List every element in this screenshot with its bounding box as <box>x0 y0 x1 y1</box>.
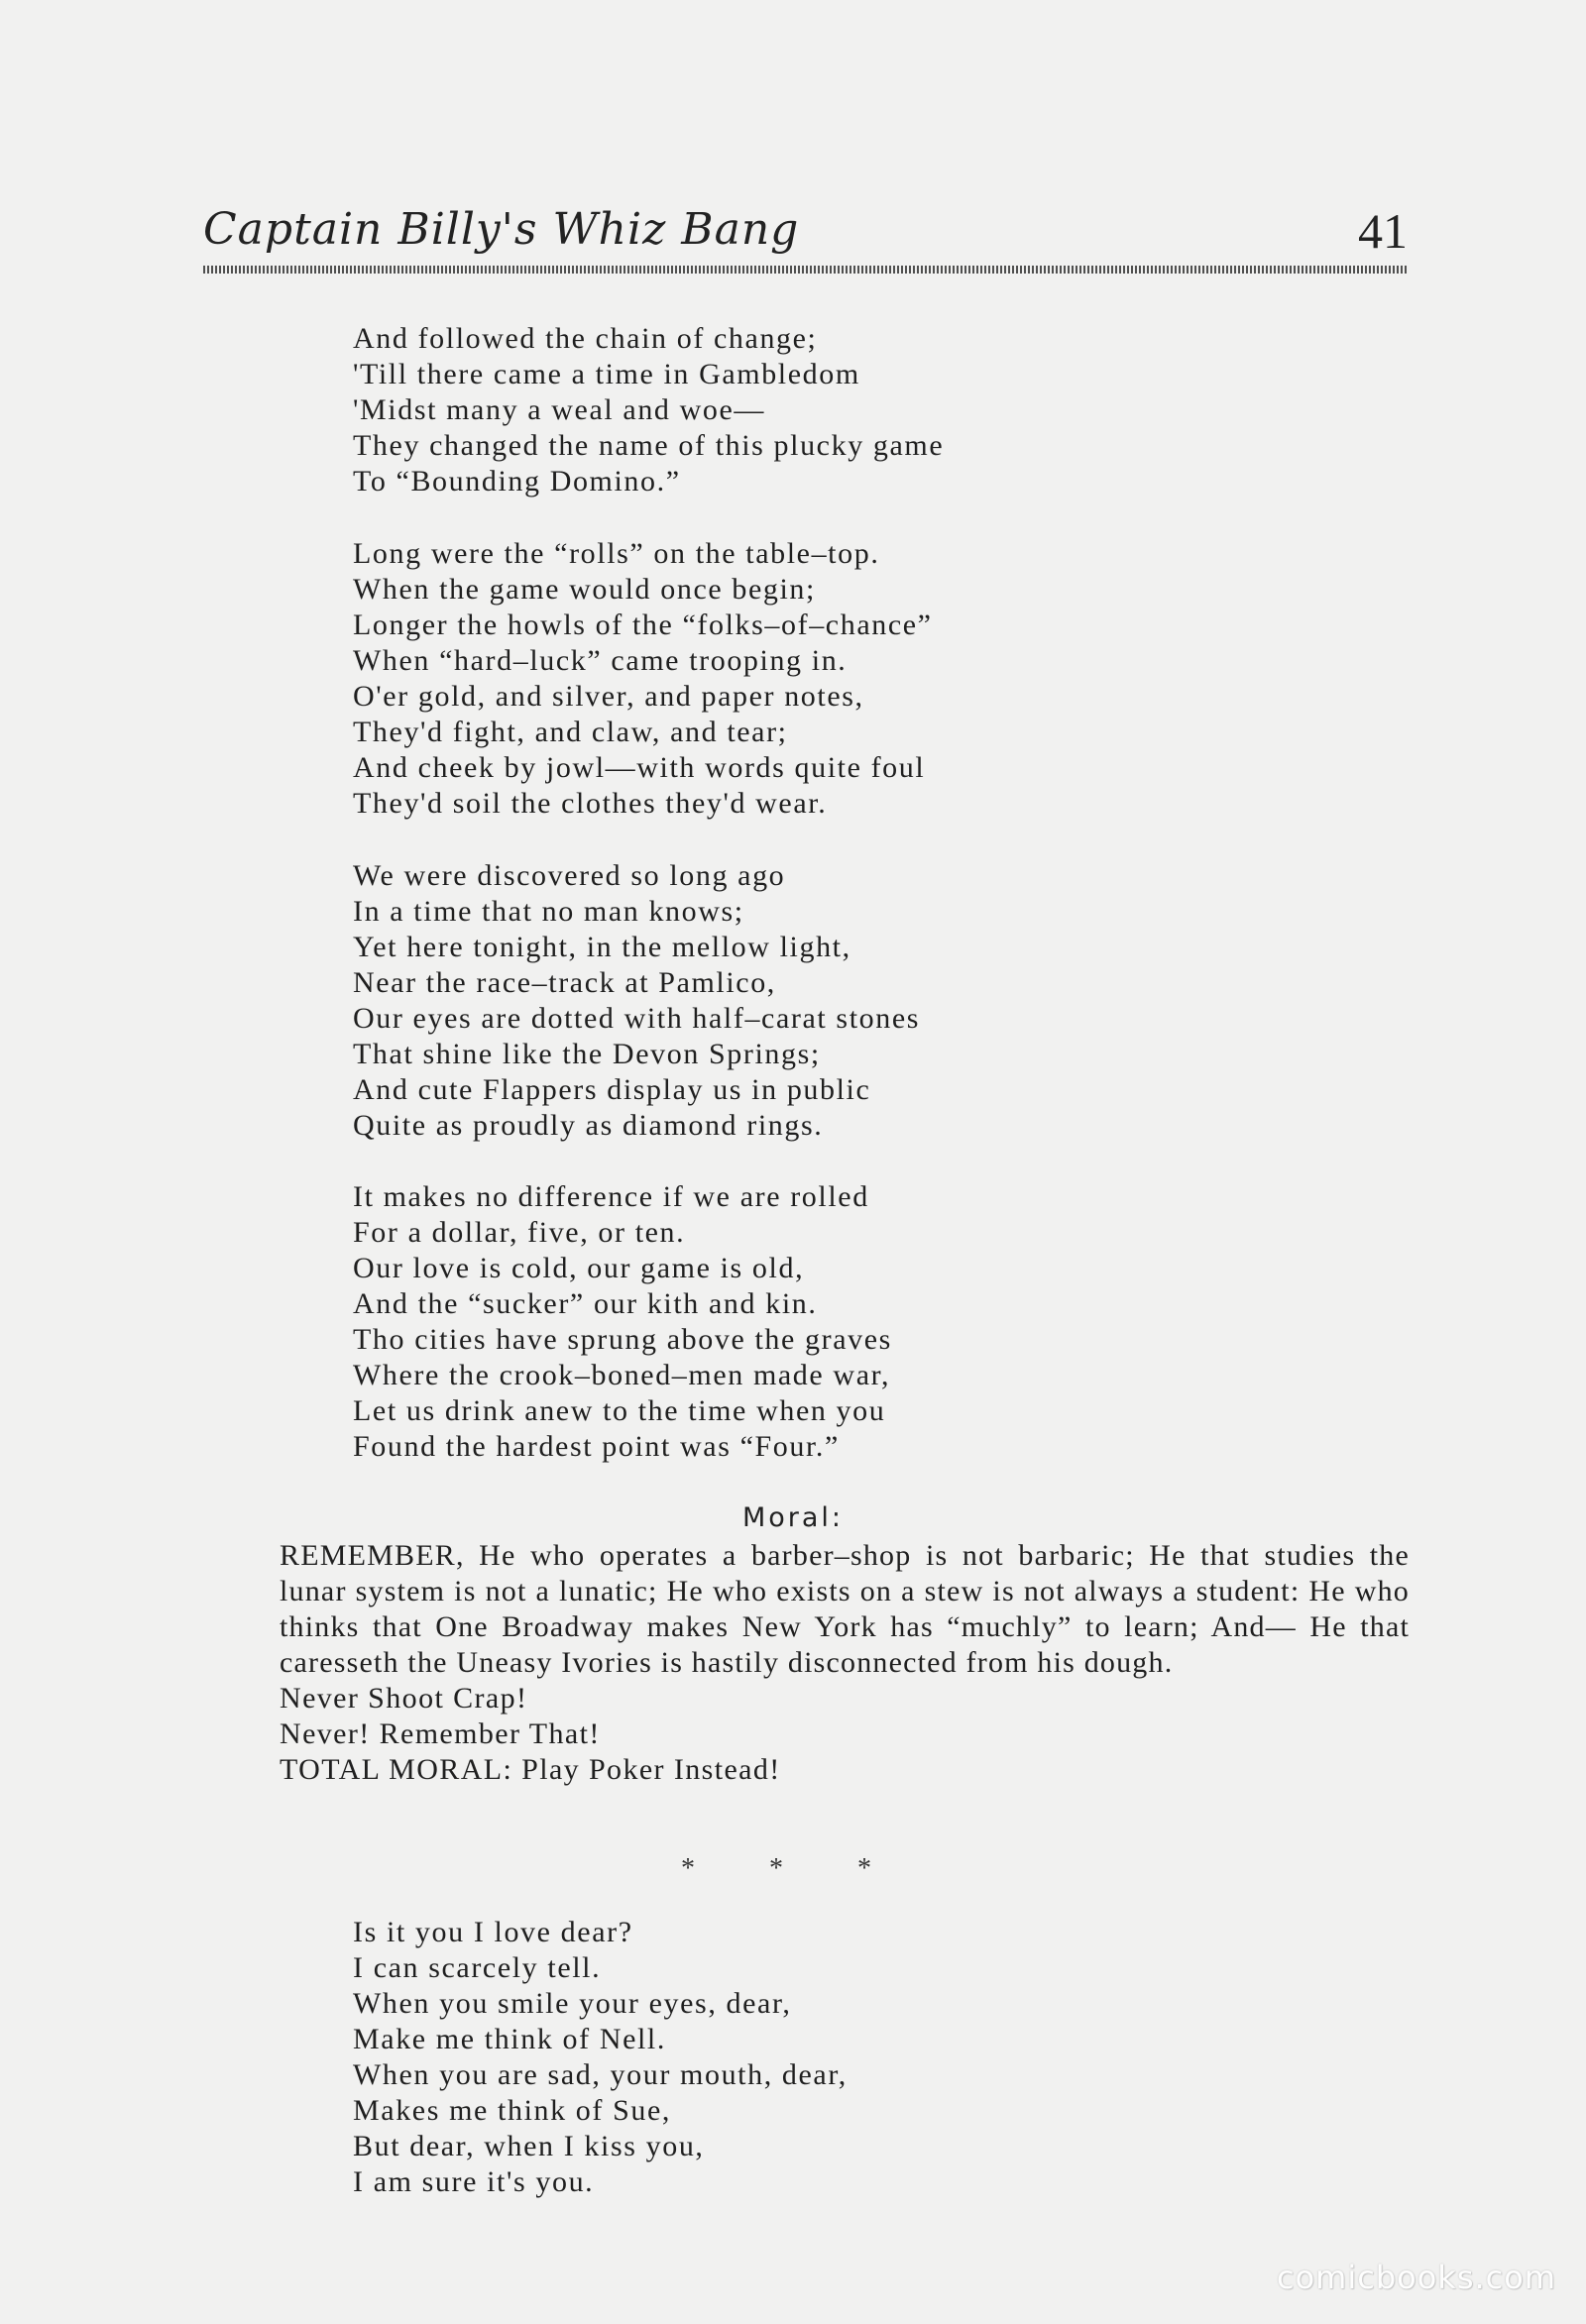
poem-line: And cheek by jowl—with words quite foul <box>353 751 926 784</box>
love-poem <box>353 1915 1245 2200</box>
total-moral-line: TOTAL MORAL: Play Poker Instead! <box>280 1753 781 1786</box>
poem-line: When the game would once begin; <box>353 573 816 606</box>
poem-line: They changed the name of this plucky game <box>353 429 945 462</box>
poem-stanza-3 <box>353 858 1245 1144</box>
moral-line: Never! Remember That! <box>280 1717 601 1750</box>
moral-heading: Moral: <box>741 1502 845 1533</box>
moral-section <box>280 1538 1410 1788</box>
poem-line: Longer the howls of the “folks–of–chance” <box>353 609 933 641</box>
poem-line: Tho cities have sprung above the graves <box>353 1323 892 1356</box>
poem-line: To “Bounding Domino.” <box>353 465 681 498</box>
poem-line: That shine like the Devon Springs; <box>353 1038 821 1070</box>
poem-line: Let us drink anew to the time when you <box>353 1394 886 1427</box>
poem-stanza-4 <box>353 1179 1245 1465</box>
poem-line: Make me think of Nell. <box>353 2023 666 2055</box>
poem-line: They'd soil the clothes they'd wear. <box>353 787 828 820</box>
poem-line: And followed the chain of change; <box>353 322 818 355</box>
poem-line: O'er gold, and silver, and paper notes, <box>353 680 864 713</box>
moral-paragraph: REMEMBER, He who operates a barber–shop is not barbaric; He that studies the lunar system is not a lunatic; He who exists on a stew is not always a student: He who thinks that One Broadway makes New York has “muchly” to learn; And— He that caresseth the Uneasy Ivories is hastily disconnected from his dough. <box>280 1539 1410 1679</box>
poem-line: When “hard–luck” came trooping in. <box>353 644 848 677</box>
watermark: comicbooks.com <box>1276 2259 1556 2296</box>
poem-line: Near the race–track at Pamlico, <box>353 966 776 999</box>
poem-stanza-1 <box>353 321 1245 499</box>
poem-line: For a dollar, five, or ten. <box>353 1216 686 1249</box>
poem-line: 'Till there came a time in Gambledom <box>353 358 860 390</box>
poem-line: 'Midst many a weal and woe— <box>353 393 766 426</box>
page-number: 41 <box>1358 203 1408 259</box>
poem-line: Yet here tonight, in the mellow light, <box>353 931 851 963</box>
section-separator: * * * <box>681 1853 905 1884</box>
poem-line: Where the crook–boned–men made war, <box>353 1359 891 1391</box>
poem-line: And the “sucker” our kith and kin. <box>353 1287 818 1320</box>
poem-line: Long were the “rolls” on the table–top. <box>353 537 880 570</box>
poem-line: In a time that no man knows; <box>353 895 744 928</box>
poem-line: Found the hardest point was “Four.” <box>353 1430 840 1463</box>
poem-line: They'd fight, and claw, and tear; <box>353 716 788 748</box>
moral-line: Never Shoot Crap! <box>280 1682 528 1715</box>
poem-line: When you smile your eyes, dear, <box>353 1987 792 2020</box>
header-divider <box>203 266 1408 274</box>
page-header <box>203 196 1408 266</box>
poem-line: Is it you I love dear? <box>353 1916 633 1948</box>
poem-line: I can scarcely tell. <box>353 1951 602 1984</box>
poem-line: Our love is cold, our game is old, <box>353 1252 805 1284</box>
poem-line: Quite as proudly as diamond rings. <box>353 1109 824 1142</box>
poem-line: We were discovered so long ago <box>353 859 786 892</box>
poem-stanza-2 <box>353 536 1245 822</box>
poem-line: Makes me think of Sue, <box>353 2094 671 2127</box>
poem-line: When you are sad, your mouth, dear, <box>353 2058 848 2091</box>
magazine-title: Captain Billy's Whiz Bang <box>203 204 800 255</box>
poem-line: And cute Flappers display us in public <box>353 1073 871 1106</box>
poem-line: It makes no difference if we are rolled <box>353 1180 869 1213</box>
poem-line: Our eyes are dotted with half–carat stones <box>353 1002 921 1035</box>
poem-line: I am sure it's you. <box>353 2165 595 2198</box>
poem-line: But dear, when I kiss you, <box>353 2130 705 2162</box>
